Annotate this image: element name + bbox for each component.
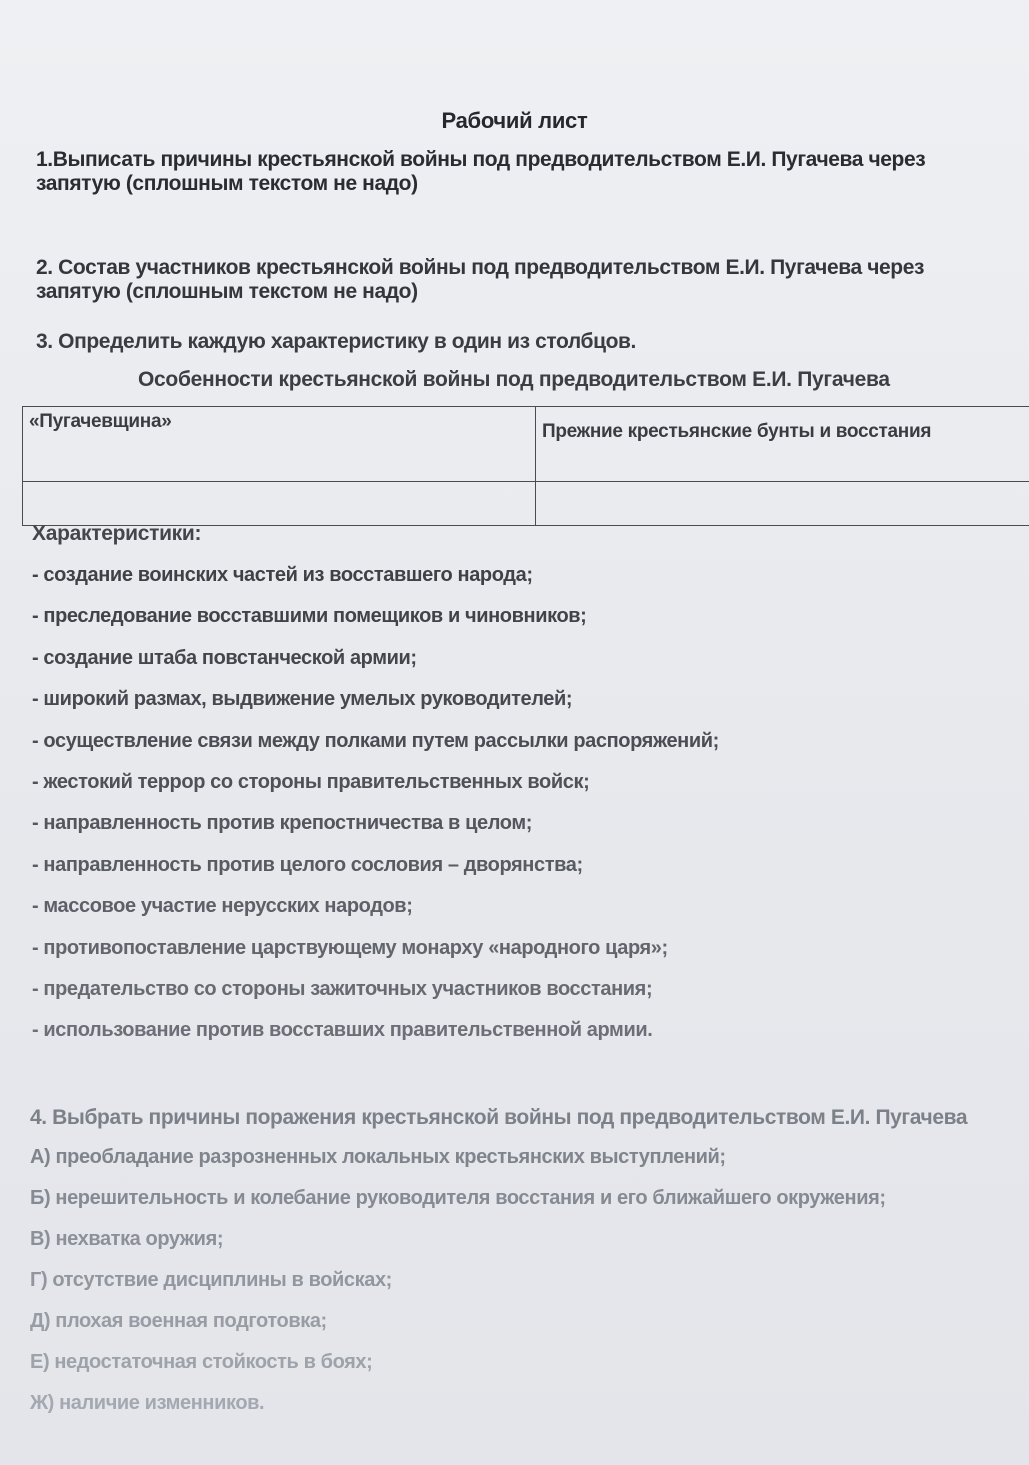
list-item: - создание воинских частей из восставшего народа; xyxy=(32,564,533,586)
option-item: Е) недостаточная стойкость в боях; xyxy=(30,1351,373,1373)
column-header-previous-uprisings: Прежние крестьянские бунты и восстания xyxy=(536,407,1029,482)
option-item: Г) отсутствие дисциплины в войсках; xyxy=(30,1269,392,1291)
task-4-options xyxy=(30,1146,886,1433)
page-title: Рабочий лист xyxy=(441,108,588,133)
option-item: В) нехватка оружия; xyxy=(30,1228,224,1250)
list-item: - противопоставление царствующему монарху «народного царя»; xyxy=(32,936,668,959)
list-item: - направленность против крепостничества в целом; xyxy=(32,812,532,835)
option-item: Ж) наличие изменников. xyxy=(30,1392,265,1414)
task-1-line-2: запятую (сплошным текстом не надо) xyxy=(36,172,418,195)
option-item: А) преобладание разрозненных локальных крестьянских выступлений; xyxy=(30,1146,726,1168)
list-item: - использование против восставших правительственной армии. xyxy=(32,1019,653,1042)
list-item: - жестокий террор со стороны правительственных войск; xyxy=(32,770,590,793)
list-item: - предательство со стороны зажиточных участников восстания; xyxy=(32,977,653,1000)
list-item: - массовое участие нерусских народов; xyxy=(32,895,413,918)
task-3: 3. Определить каждую характеристику в один из столбцов. xyxy=(36,330,636,353)
task-2 xyxy=(36,256,996,304)
list-item: - широкий размах, выдвижение умелых руководителей; xyxy=(32,688,573,711)
classification-table xyxy=(22,406,1029,526)
column-header-pugachevshchina: «Пугачевщина» xyxy=(23,407,536,482)
task-1-line-1: 1.Выписать причины крестьянской войны под предводительством Е.И. Пугачева через xyxy=(36,148,926,171)
table-caption: Особенности крестьянской войны под предводительством Е.И. Пугачева xyxy=(138,368,890,391)
task-4-title: 4. Выбрать причины поражения крестьянской войны под предводительством Е.И. Пугачева xyxy=(30,1106,968,1129)
characteristics-list xyxy=(32,564,1012,1061)
option-item: Д) плохая военная подготовка; xyxy=(30,1310,327,1332)
task-1 xyxy=(36,148,996,196)
list-item: - осуществление связи между полками путем рассылки распоряжений; xyxy=(32,729,719,752)
task-2-line-2: запятую (сплошным текстом не надо) xyxy=(36,280,418,303)
answer-cell-previous-uprisings[interactable] xyxy=(536,482,1029,526)
list-item: - преследование восставшими помещиков и чиновников; xyxy=(32,605,587,628)
option-item: Б) нерешительность и колебание руководителя восстания и его ближайшего окружения; xyxy=(30,1187,886,1209)
list-item: - создание штаба повстанческой армии; xyxy=(32,646,417,669)
list-item: - направленность против целого сословия – дворянства; xyxy=(32,853,583,876)
characteristics-title: Характеристики: xyxy=(32,522,202,545)
task-2-line-1: 2. Состав участников крестьянской войны под предводительством Е.И. Пугачева через xyxy=(36,256,925,279)
answer-cell-pugachevshchina[interactable] xyxy=(23,482,536,526)
